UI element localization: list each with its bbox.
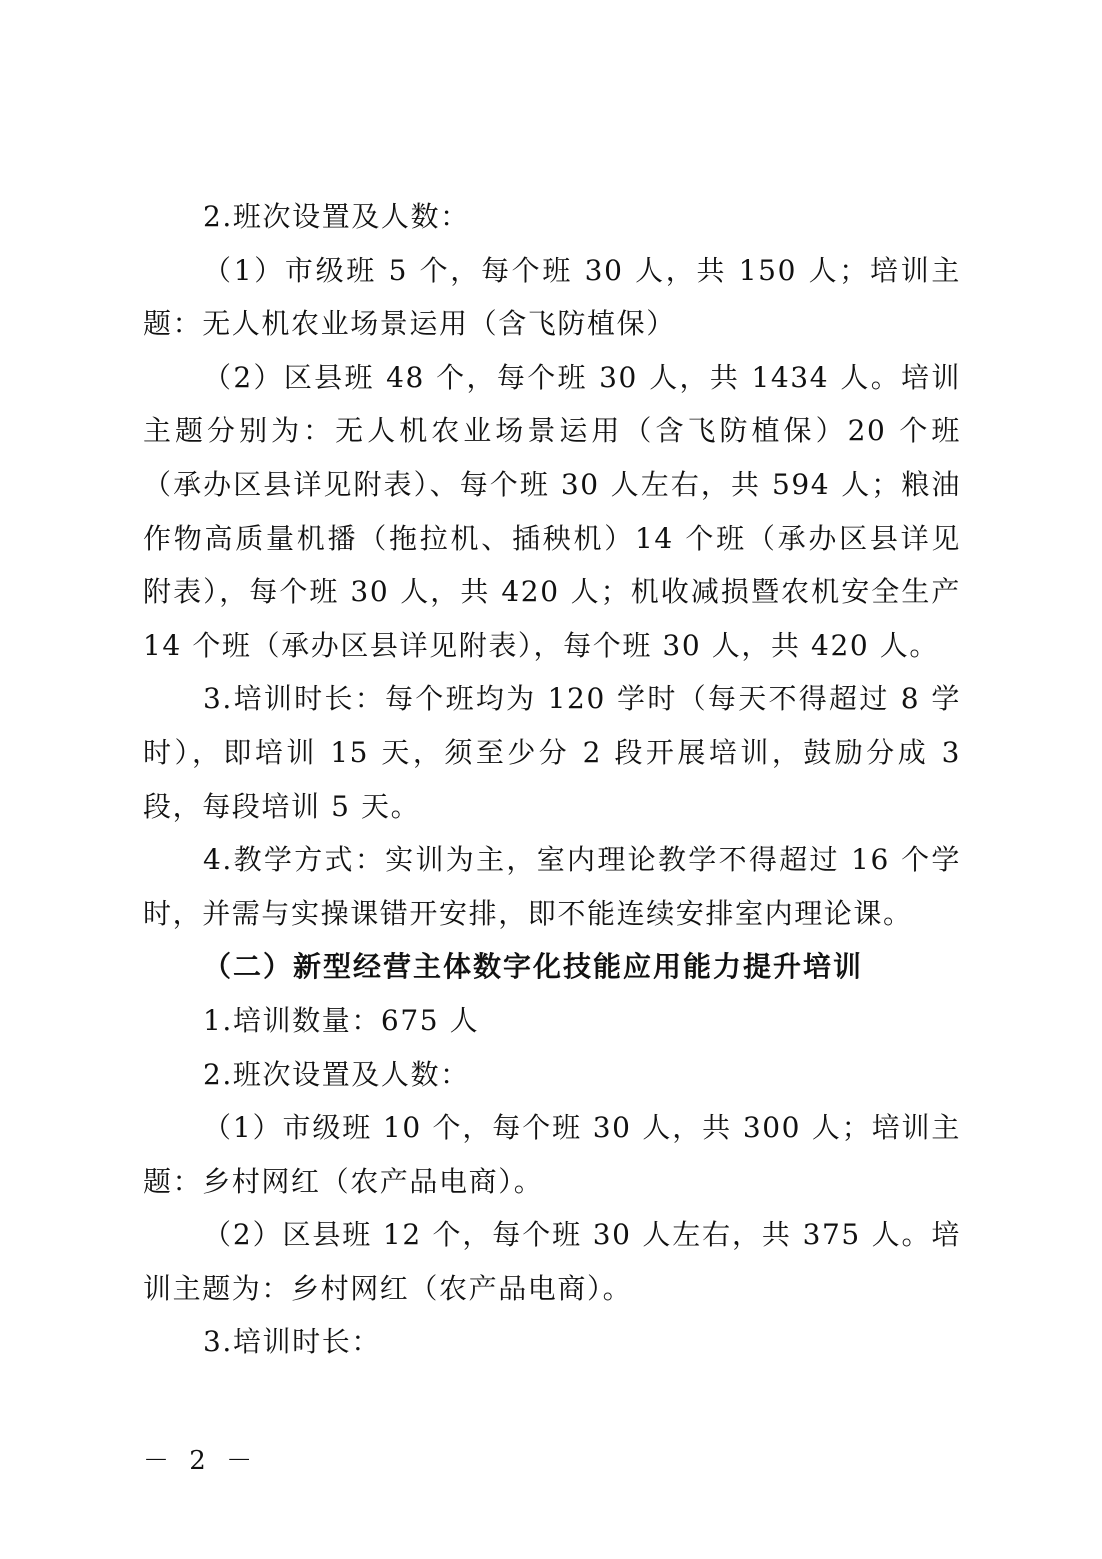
paragraph: 4.教学方式：实训为主，室内理论教学不得超过 16 个学时，并需与实操课错开安排，即不能连续安排室内理论课。 [143,843,961,930]
paragraph: （2）区县班 12 个，每个班 30 人左右，共 375 人。培训主题为：乡村网红（农产品电商）。 [143,1218,961,1305]
section-heading: （二）新型经营主体数字化技能应用能力提升培训 [203,950,864,984]
paragraph: 2.班次设置及人数： [203,200,470,233]
paragraph: （1）市级班 10 个，每个班 30 人，共 300 人；培训主题：乡村网红（农产品电商）。 [143,1111,961,1198]
paragraph: 1.培训数量：675 人 [203,1003,480,1037]
page-number: － 2 － [143,1446,259,1476]
document-body [143,190,961,1369]
paragraph: （2）区县班 48 个，每个班 30 人，共 1434 人。培训主题分别为：无人机农业场景运用（含飞防植保）20 个班（承办区县详见附表）、每个班 30 人左右，共 594 人；粮油作物高质量机播（拖拉机、插秧机）14 个班（承办区县详见附表），每个班 30 人，共 420 人；机收减损暨农机安全生产 14 个班（承办区县详见附表），每个班 30 人，共 420 人。 [143,360,961,662]
paragraph: 3.培训时长： [203,1325,381,1359]
paragraph: 2.班次设置及人数： [203,1057,470,1091]
paragraph: （1）市级班 5 个，每个班 30 人，共 150 人；培训主题：无人机农业场景运用（含飞防植保） [143,253,961,341]
paragraph: 3.培训时长：每个班均为 120 学时（每天不得超过 8 学时），即培训 15 天，须至少分 2 段开展培训，鼓励分成 3 段，每段培训 5 天。 [143,682,961,823]
